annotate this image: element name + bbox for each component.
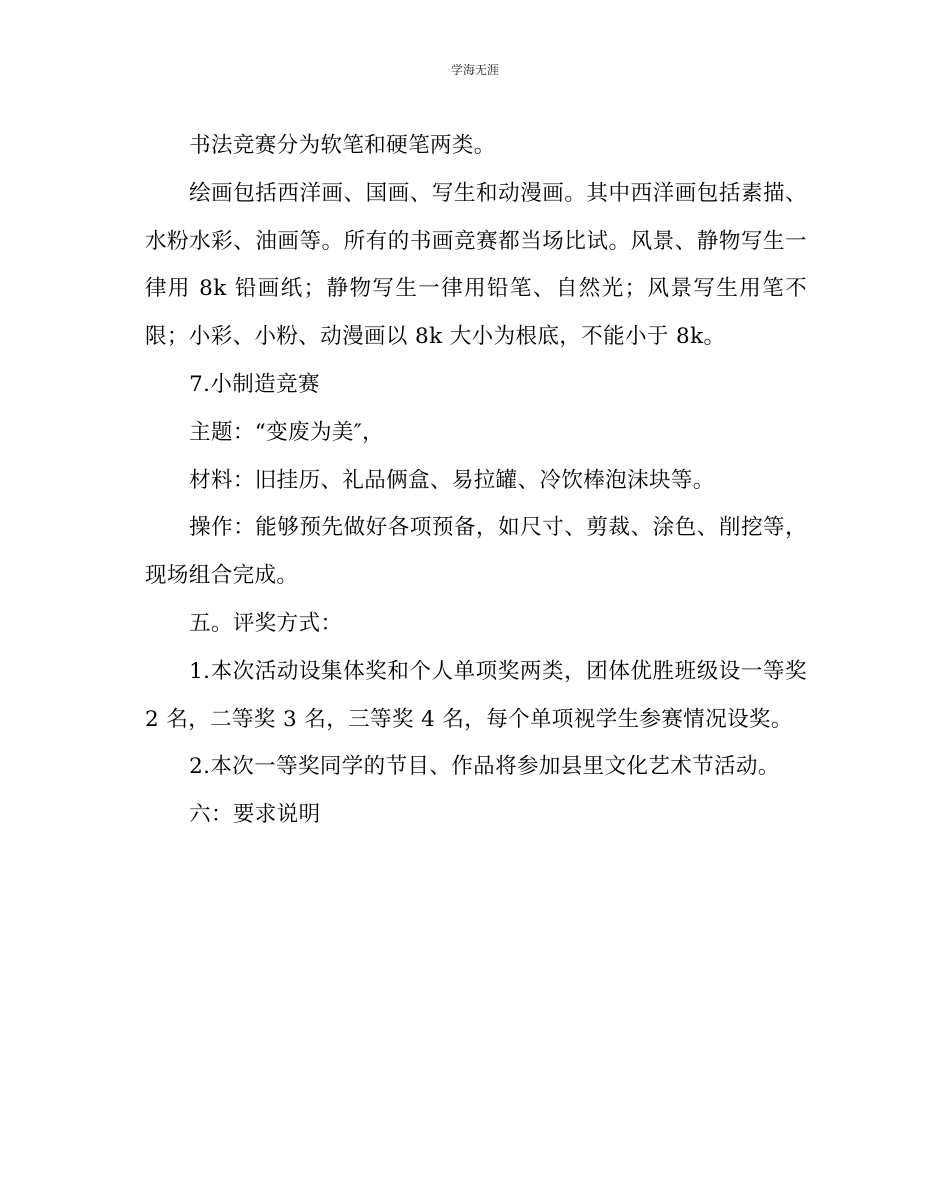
heading-requirements: 六：要求说明 — [189, 802, 321, 828]
document-body — [145, 122, 807, 839]
paragraph-award-2: 2.本次一等奖同学的节目、作品将参加县里文化艺术节活动。 — [189, 754, 780, 780]
paragraph-theme: 主题：“变废为美″， — [189, 419, 385, 445]
heading-award-method: 五。评奖方式： — [189, 610, 343, 636]
paragraph-award-1: 1.本次活动设集体奖和个人单项奖两类，团体优胜班级设一等奖 2 名，二等奖 3 名，三等奖 4 名，每个单项视学生参赛情况设奖。 — [145, 658, 807, 732]
heading-small-making-contest: 7.小制造竞赛 — [189, 371, 320, 397]
paragraph-operation: 操作：能够预先做好各项预备，如尺寸、剪裁、涂色、削挖等，现场组合完成。 — [145, 515, 807, 589]
paragraph-materials: 材料：旧挂历、礼品俩盒、易拉罐、冷饮棒泡沫块等。 — [189, 467, 715, 493]
page-header: 学海无涯 — [450, 63, 499, 77]
paragraph-calligraphy: 书法竞赛分为软笔和硬笔两类。 — [189, 133, 496, 158]
paragraph-painting: 绘画包括西洋画、国画、写生和动漫画。其中西洋画包括素描、水粉水彩、油画等。所有的书画竞赛都当场比试。风景、静物写生一律用 8k 铅画纸；静物写生一律用铅笔、自然光；风景写生用笔不限；小彩、小粉、动漫画以 8k 大小为根底，不能小于 8k。 — [145, 180, 807, 350]
